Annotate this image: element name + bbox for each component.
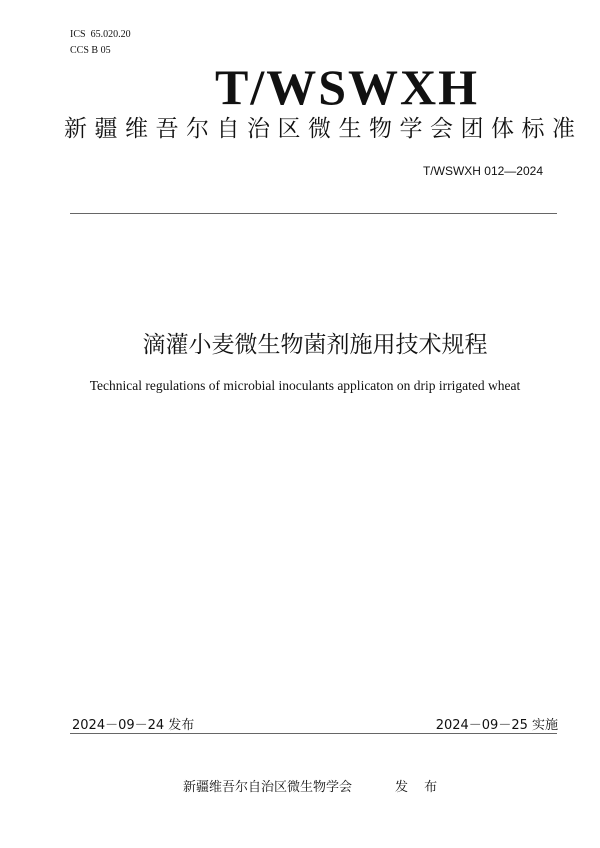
issue-date: 2024－09－24 发布	[72, 718, 195, 733]
document-title: 滴灌小麦微生物菌剂施用技术规程	[142, 332, 488, 358]
publisher-name: 新疆维吾尔自治区微生物学会	[183, 780, 353, 795]
implementation-date: 2024－09－25 实施	[435, 718, 558, 733]
ccs-label: CCS	[70, 45, 89, 56]
document-title-english: Technical regulations of microbial inoculants applicaton on drip irrigated wheat	[89, 378, 521, 393]
ics-label: ICS	[70, 29, 86, 40]
standard-number: T/WSWXH 012—2024	[422, 164, 543, 178]
ics-line	[70, 29, 131, 40]
top-divider	[70, 213, 557, 214]
publisher-action: 发 布	[395, 780, 444, 795]
ics-value: 65.020.20	[90, 29, 131, 40]
standard-code-logo: T/WSWXH	[215, 59, 480, 115]
ccs-line	[70, 45, 111, 56]
organization-standard-title: 新疆维吾尔自治区微生物学会团体标准	[64, 116, 583, 142]
ccs-value: B 05	[91, 45, 111, 56]
bottom-divider	[70, 733, 557, 734]
